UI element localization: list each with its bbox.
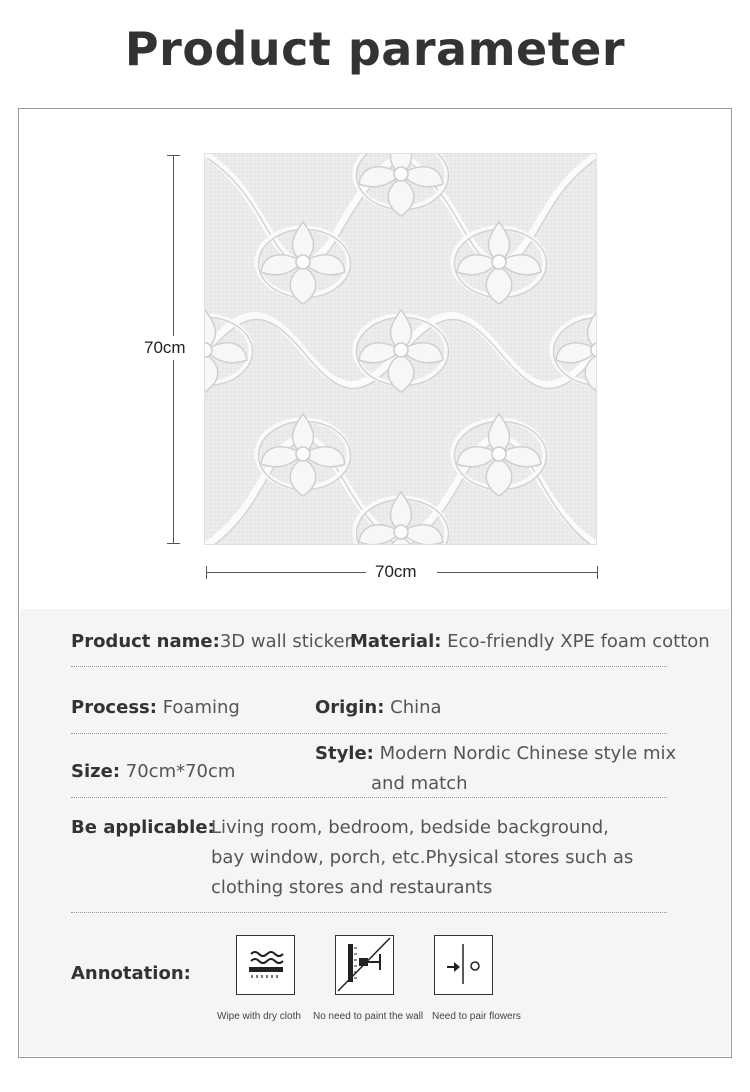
spec-value: Eco-friendly XPE foam cotton — [447, 631, 710, 652]
spec-label: Product name: — [71, 631, 220, 652]
spec-material — [350, 627, 710, 657]
spec-label: Material: — [350, 631, 442, 652]
spec-style-line2: and match — [371, 773, 468, 794]
width-dimension-line-left — [206, 572, 366, 573]
spec-label: Origin: — [315, 697, 385, 718]
icon-caption: Wipe with dry cloth — [217, 1011, 301, 1022]
dotted-divider — [71, 797, 667, 798]
pair-flowers-icon — [434, 935, 493, 995]
spec-label: Size: — [71, 761, 121, 782]
height-dimension-cap-bottom — [167, 543, 180, 544]
icon-caption: Need to pair flowers — [432, 1011, 521, 1022]
dotted-divider — [71, 912, 667, 913]
parameter-frame — [18, 108, 732, 1058]
spec-process — [71, 693, 240, 723]
height-label: 70cm — [141, 336, 189, 360]
spec-applicable — [71, 813, 215, 843]
dotted-divider — [71, 733, 667, 734]
width-dimension-cap-right — [597, 566, 598, 579]
spec-size — [71, 757, 235, 787]
spec-label: Style: — [315, 743, 374, 764]
spec-style — [315, 739, 676, 769]
annotation-label — [71, 959, 191, 989]
spec-label: Process: — [71, 697, 157, 718]
dotted-divider — [71, 666, 667, 667]
page-title: Product parameter — [124, 22, 626, 76]
width-dimension-line-right — [437, 572, 597, 573]
spec-value: Modern Nordic Chinese style mix — [379, 743, 677, 764]
spec-value: Foaming — [162, 697, 240, 718]
damask-pattern — [205, 154, 597, 545]
spec-value: 3D wall sticker — [219, 631, 352, 652]
spec-product-name — [71, 627, 352, 657]
spec-value: 70cm*70cm — [125, 761, 236, 782]
spec-label: Be applicable: — [71, 817, 215, 838]
spec-applicable-line2: bay window, porch, etc.Physical stores such as — [211, 847, 634, 868]
wipe-cloth-icon — [236, 935, 295, 995]
icon-caption: No need to paint the wall — [313, 1011, 424, 1022]
spec-label: Annotation: — [71, 963, 191, 984]
no-paint-wall-icon — [335, 935, 394, 995]
spec-origin — [315, 693, 442, 723]
spec-applicable-line1: Living room, bedroom, bedside background, — [211, 817, 609, 838]
wall-sticker-panel-image — [204, 153, 597, 545]
spec-value: China — [390, 697, 442, 718]
width-label: 70cm — [375, 562, 417, 581]
height-dimension-cap-top — [167, 155, 180, 156]
spec-applicable-line3: clothing stores and restaurants — [211, 877, 493, 898]
width-dimension-cap-left — [206, 566, 207, 579]
